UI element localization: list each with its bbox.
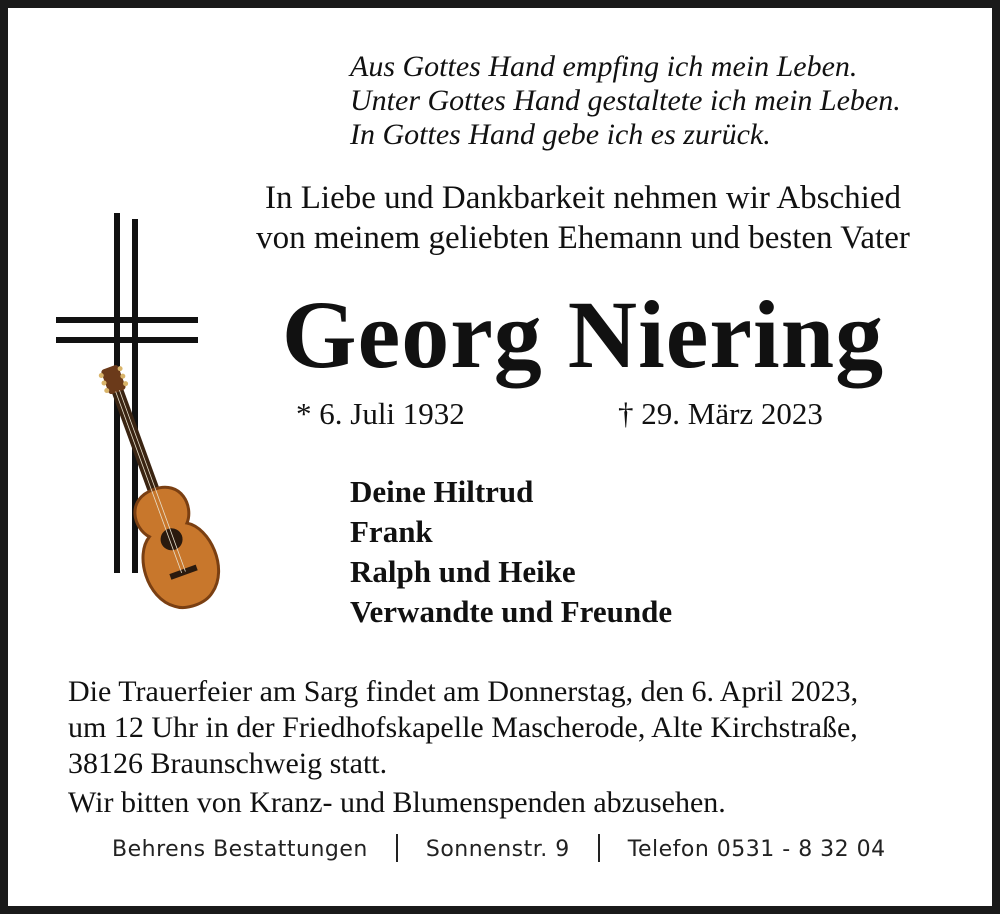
funeral-home-footer: [112, 834, 886, 862]
intro-text: [158, 178, 1000, 258]
mourner-entry: Deine Hiltrud: [350, 474, 534, 509]
cross-guitar-emblem: [52, 213, 232, 623]
death-date: † 29. März 2023: [618, 396, 823, 431]
intro-line: von meinem geliebten Ehemann und besten Vater: [256, 220, 910, 256]
funeral-home-address: Sonnenstr. 9: [425, 837, 570, 862]
guitar-icon: [75, 355, 230, 618]
mourner-entry: Verwandte und Freunde: [350, 594, 673, 629]
funeral-home-name: Behrens Bestattungen: [112, 837, 368, 862]
poem-line: Unter Gottes Hand gestaltete ich mein Leben.: [350, 84, 901, 117]
ceremony-details: [68, 674, 968, 782]
funeral-home-phone: Telefon 0531 - 8 32 04: [627, 837, 886, 862]
intro-line: In Liebe und Dankbarkeit nehmen wir Abschied: [265, 180, 901, 216]
deceased-name: Georg Niering: [281, 281, 885, 388]
flower-request: Wir bitten von Kranz- und Blumenspenden abzusehen.: [68, 786, 726, 819]
mourner-entry: Frank: [350, 514, 433, 549]
poem-line: In Gottes Hand gebe ich es zurück.: [350, 118, 771, 151]
footer-divider: [396, 834, 398, 862]
poem-line: Aus Gottes Hand empfing ich mein Leben.: [350, 50, 858, 83]
ceremony-line: um 12 Uhr in der Friedhofskapelle Mascherode, Alte Kirchstraße,: [68, 711, 858, 744]
footer-divider: [598, 834, 600, 862]
ceremony-line: Die Trauerfeier am Sarg findet am Donnerstag, den 6. April 2023,: [68, 675, 859, 708]
mourner-entry: Ralph und Heike: [350, 554, 576, 589]
ceremony-line: 38126 Braunschweig statt.: [68, 747, 388, 780]
poem: [350, 50, 990, 152]
birth-date: * 6. Juli 1932: [296, 396, 465, 431]
mourners-list: [350, 472, 672, 632]
